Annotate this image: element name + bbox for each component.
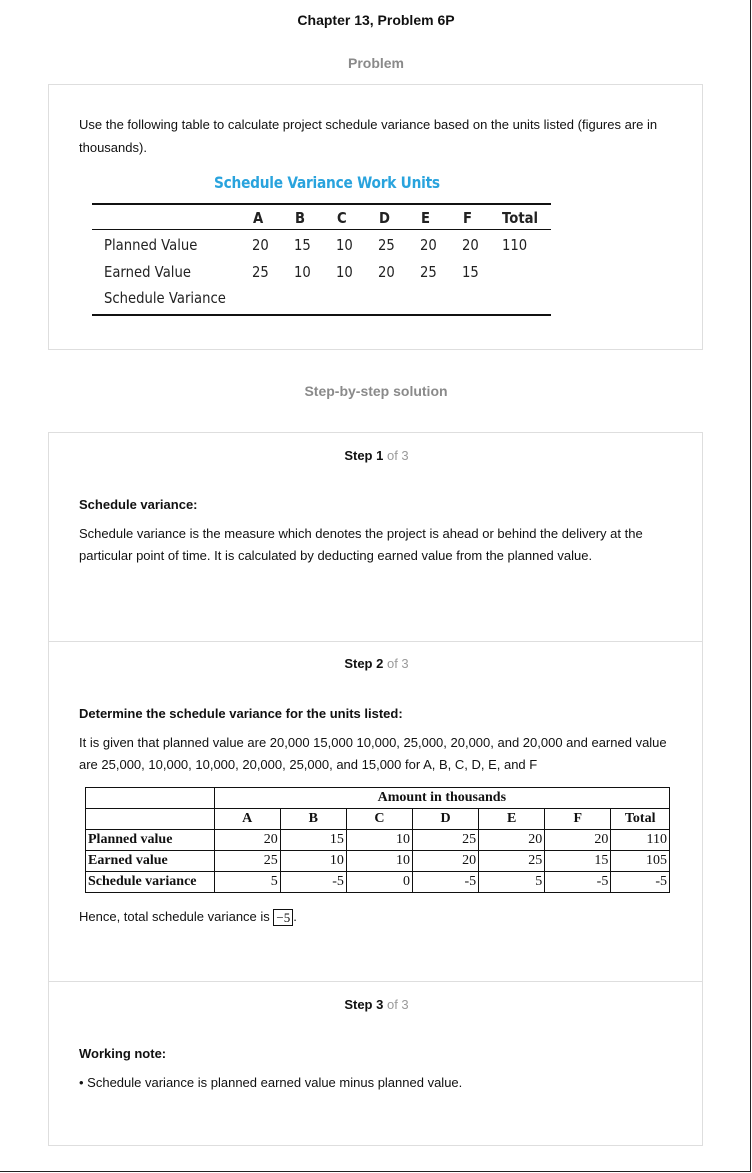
column-header: C [337,209,347,227]
table-cell: 20 [252,236,269,254]
table-cell: 25 [420,263,437,281]
table-top-rule [92,203,551,205]
table-row [86,830,670,851]
column-header: D [413,809,479,830]
table-cell: 20 [378,263,395,281]
table-cell: 10 [336,263,353,281]
step-1-label: Step 1 of 3 [344,448,409,463]
table-cell: 5 [479,872,545,893]
answer-box: −5 [273,909,293,926]
row-label: Earned value [86,851,215,872]
table-cell: -5 [611,872,670,893]
row-label: Planned value [86,830,215,851]
column-header: E [479,809,545,830]
step-2-conclusion: Hence, total schedule variance is −5 . [79,909,297,926]
table-cell: -5 [413,872,479,893]
table-cell: 20 [420,236,437,254]
table-cell: 10 [346,830,412,851]
table-cell: 25 [479,851,545,872]
column-header: D [379,209,390,227]
problem-heading: Problem [347,55,404,71]
table-cell: 105 [611,851,670,872]
step-divider [49,641,702,642]
step-divider [49,981,702,982]
column-header: B [295,209,306,227]
table-corner [86,809,215,830]
column-header: C [346,809,412,830]
group-header: Amount in thousands [214,788,669,809]
table-cell: 20 [413,851,479,872]
step-3-heading: Working note: [79,1046,167,1061]
problem-card [48,84,703,350]
table-cell: 15 [545,851,611,872]
table-header-rule [92,229,551,230]
solution-heading: Step-by-step solution [304,383,448,399]
table-cell: 15 [462,263,479,281]
column-header: Total [611,809,670,830]
step-1-text: Schedule variance is the measure which denotes the project is ahead or behind the delivery at the particular point of time. It is calculated by deducting earned value from the planned value. [79,526,643,563]
table-cell: 25 [378,236,395,254]
table-cell: 10 [294,263,311,281]
step-3-label: Step 3 of 3 [344,997,409,1012]
table-cell: 20 [214,830,280,851]
table-cell: 10 [346,851,412,872]
chapter-title: Chapter 13, Problem 6P [297,12,455,28]
table-bottom-rule [92,314,551,316]
step-3-bullet: • Schedule variance is planned earned value minus planned value. [79,1075,463,1090]
row-label: Earned Value [104,263,191,281]
row-label: Schedule variance [86,872,215,893]
column-header: B [280,809,346,830]
column-header: F [545,809,611,830]
column-header: F [463,209,473,227]
table-cell: 25 [214,851,280,872]
column-header: Total [502,209,539,227]
table-cell: 5 [214,872,280,893]
table-cell: -5 [280,872,346,893]
step-2-label: Step 2 of 3 [344,656,409,671]
column-header: A [253,209,264,227]
table-corner [86,788,215,809]
table-row [86,872,670,893]
step-1-heading: Schedule variance: [79,497,198,512]
solution-card [48,432,703,1146]
table-cell: 10 [336,236,353,254]
column-header: A [214,809,280,830]
table-cell: 110 [611,830,670,851]
table-cell: 25 [252,263,269,281]
table-cell: 20 [545,830,611,851]
amount-table [85,787,670,893]
table-cell: 110 [502,236,528,254]
table-cell: 20 [462,236,479,254]
table-cell: 10 [280,851,346,872]
column-header: E [421,209,431,227]
row-label: Planned Value [104,236,198,254]
problem-text: Use the following table to calculate project schedule variance based on the units listed (figures are in thousands). [79,117,658,155]
step-2-text: It is given that planned value are 20,000 15,000 10,000, 25,000, 20,000, and 20,000 and earned value are 25,000, 10,000, 10,000, 20,000, 25,000, and 15,000 for A, B, C, D, E, and F [79,735,667,772]
table-title: Schedule Variance Work Units [214,173,440,192]
table-row [86,851,670,872]
table-cell: 20 [479,830,545,851]
table-cell: 15 [294,236,311,254]
step-2-heading: Determine the schedule variance for the units listed: [79,706,403,721]
row-label: Schedule Variance [104,289,226,307]
table-cell: 15 [280,830,346,851]
table-cell: 25 [413,830,479,851]
table-cell: -5 [545,872,611,893]
table-cell: 0 [346,872,412,893]
